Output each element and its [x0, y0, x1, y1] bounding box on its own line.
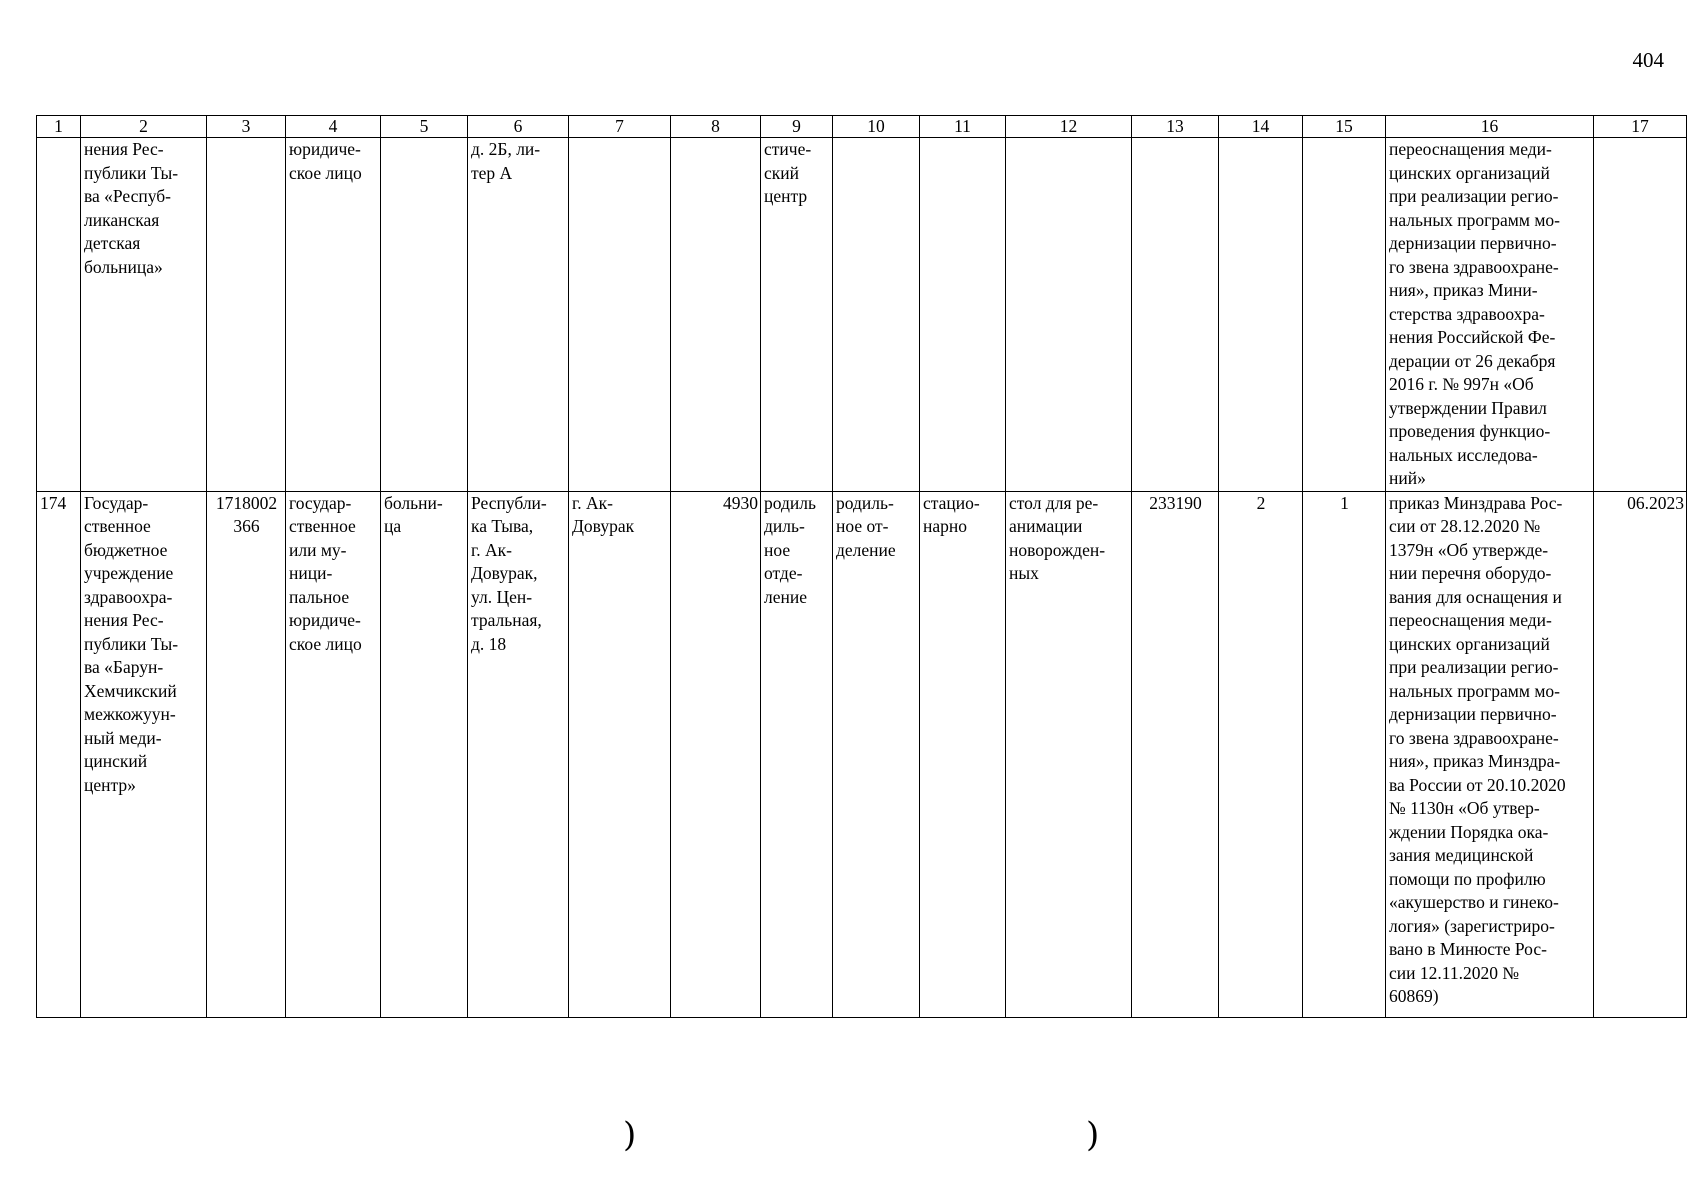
column-header: 8 [671, 116, 761, 138]
facility-type-cell [381, 138, 468, 492]
regulation-cell: приказ Минздрава Рос- сии от 28.12.2020 № 1379н «Об утвержде- нии перечня оборудо- вания для оснащения и переоснащения меди- цинских организаций при реализации регио- нальных программ мо- дернизации первично- го звена здравоохране- ния», приказ Минздра- ва России от 20.10.2020 № 1130н «Об утвер- ждении Порядка ока- зания медицинской помощи по профилю «акушерство и гинеко- логия» (зарегистриро- вано в Минюсте Рос- сии 12.11.2020 № 60869) [1386, 491, 1594, 1017]
unit-cell: стиче- ский центр [761, 138, 833, 492]
header-row [37, 116, 1687, 138]
care-type-cell [920, 138, 1006, 492]
quantity-cell [1303, 138, 1386, 492]
scan-mark: ) [623, 1115, 637, 1155]
column-header: 11 [920, 116, 1006, 138]
organization-name-cell: нения Рес- публики Ты- ва «Респуб- ликанская детская больница» [81, 138, 207, 492]
row-number-cell [37, 138, 81, 492]
column-header: 2 [81, 116, 207, 138]
address-cell: д. 2Б, ли- тер А [468, 138, 569, 492]
column-header: 1 [37, 116, 81, 138]
date-cell [1594, 138, 1687, 492]
code-cell [671, 138, 761, 492]
quantity-required-cell [1219, 138, 1303, 492]
column-header: 13 [1132, 116, 1219, 138]
unit-cell: родиль диль- ное отде- ление [761, 491, 833, 1017]
column-header: 4 [286, 116, 381, 138]
equipment-code-cell [1132, 138, 1219, 492]
facility-type-cell: больни- ца [381, 491, 468, 1017]
column-header: 15 [1303, 116, 1386, 138]
column-header: 16 [1386, 116, 1594, 138]
column-header: 10 [833, 116, 920, 138]
document-table [36, 115, 1687, 1018]
scan-mark: ) [1086, 1115, 1100, 1155]
inn-cell: 1718002 366 [207, 491, 286, 1017]
page-number: 404 [1632, 48, 1664, 72]
department-cell [833, 138, 920, 492]
equipment-cell [1006, 138, 1132, 492]
legal-form-cell: юридиче- ское лицо [286, 138, 381, 492]
organization-name-cell: Государ- ственное бюджетное учреждение здравоохра- нения Рес- публики Ты- ва «Барун- Хемчикский межкожуун- ный меди- цинский центр» [81, 491, 207, 1017]
care-type-cell: стацио- нарно [920, 491, 1006, 1017]
column-header: 7 [569, 116, 671, 138]
quantity-required-cell: 2 [1219, 491, 1303, 1017]
column-header: 12 [1006, 116, 1132, 138]
column-header: 3 [207, 116, 286, 138]
equipment-cell: стол для ре- анимации новорожден- ных [1006, 491, 1132, 1017]
table-row [37, 491, 1687, 1017]
column-header: 5 [381, 116, 468, 138]
regulation-cell: переоснащения меди- цинских организаций при реализации регио- нальных программ мо- дернизации первично- го звена здравоохране- ния», приказ Мини- стерства здравоохра- нения Российской Фе- дерации от 26 декабря 2016 г. № 997н «Об утверждении Правил проведения функцио- нальных исследова- ний» [1386, 138, 1594, 492]
equipment-code-cell: 233190 [1132, 491, 1219, 1017]
column-header: 9 [761, 116, 833, 138]
locality-cell: г. Ак- Довурак [569, 491, 671, 1017]
code-cell: 4930 [671, 491, 761, 1017]
address-cell: Республи- ка Тыва, г. Ак- Довурак, ул. Цен- тральная, д. 18 [468, 491, 569, 1017]
column-header: 17 [1594, 116, 1687, 138]
legal-form-cell: государ- ственное или му- ници- пальное юридиче- ское лицо [286, 491, 381, 1017]
date-cell: 06.2023 [1594, 491, 1687, 1017]
row-number-cell: 174 [37, 491, 81, 1017]
table-row [37, 138, 1687, 492]
department-cell: родиль- ное от- деление [833, 491, 920, 1017]
column-header: 14 [1219, 116, 1303, 138]
column-header: 6 [468, 116, 569, 138]
quantity-cell: 1 [1303, 491, 1386, 1017]
locality-cell [569, 138, 671, 492]
inn-cell [207, 138, 286, 492]
